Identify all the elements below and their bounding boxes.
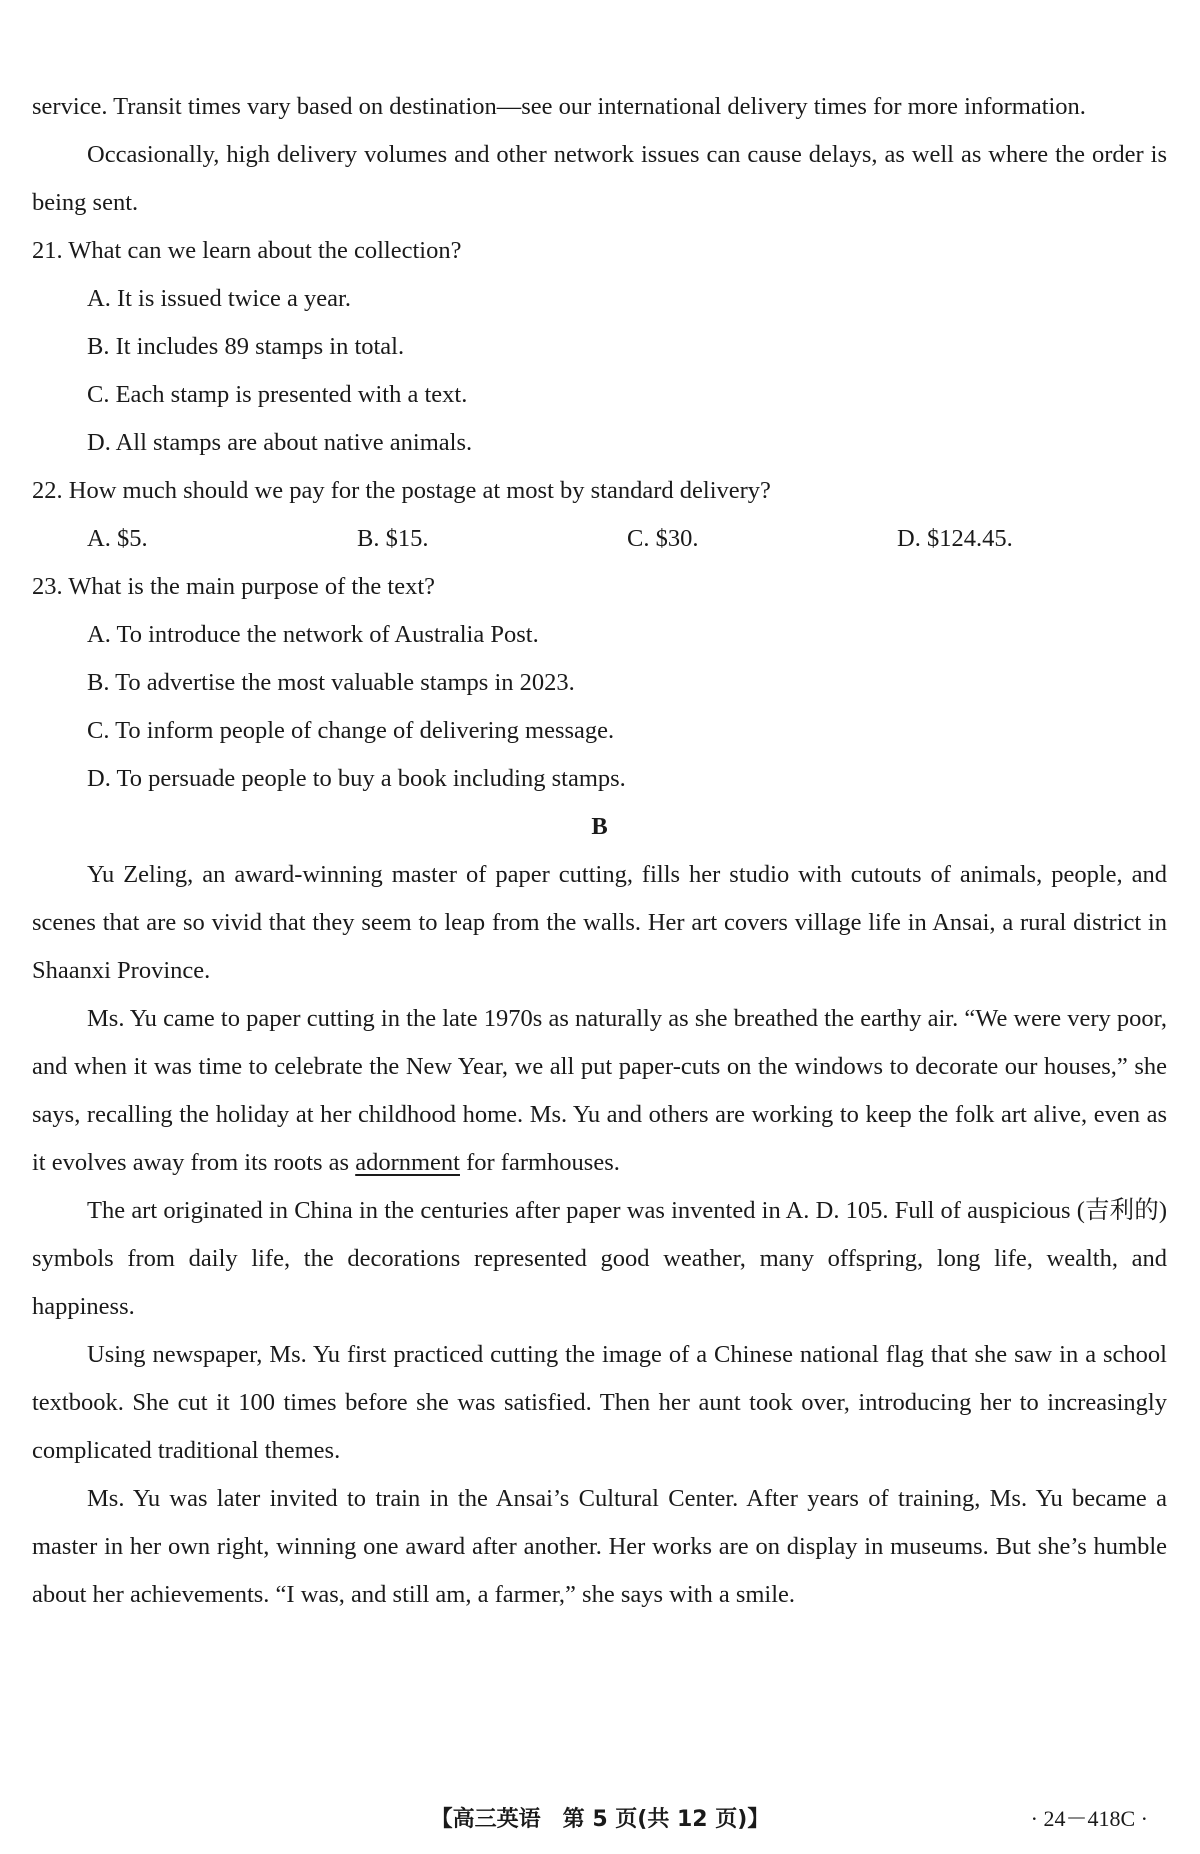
paragraph-1: Yu Zeling, an award-winning master of paper cutting, fills her studio with cutouts of animals, people, and scenes that are so vivid that they seem to leap from the walls. Her art covers village life in Ansai, a rural district in Shaanxi Province. — [32, 861, 1167, 984]
question-stem: 22. How much should we pay for the postage at most by standard delivery? — [32, 477, 771, 504]
question-stem: 23. What is the main purpose of the text? — [32, 573, 436, 600]
exam-code: · 24－418C · — [1030, 1806, 1148, 1831]
section-heading: B — [591, 813, 608, 840]
option-d[interactable]: D. $124.45. — [897, 525, 1013, 552]
options-row — [32, 515, 1167, 563]
paragraph-2-text: Ms. Yu came to paper cutting in the late 1970s as naturally as she breathed the earthy air. “We were very poor, and when it was time to celebrate the New Year, we all put paper-cuts on the windows to decorate our houses,” she says, recalling the holiday at her childhood home. Ms. Yu and others are working to keep the folk art alive, even as it evolves away from its roots as — [32, 1005, 1167, 1176]
question-stem: 21. What can we learn about the collection? — [32, 237, 462, 264]
option-b[interactable]: B. To advertise the most valuable stamps in 2023. — [87, 669, 575, 696]
page-footer — [0, 1802, 1200, 1842]
paragraph-2-end: for farmhouses. — [459, 1149, 620, 1176]
option-c[interactable]: C. To inform people of change of delivering message. — [87, 717, 615, 744]
question-23 — [32, 563, 1167, 803]
paragraph-3: The art originated in China in the centuries after paper was invented in A. D. 105. Full of auspicious (吉利的) symbols from daily life, the decorations represented good weather, many offspring, long life, wealth, and happiness. — [32, 1197, 1167, 1320]
delay-paragraph: Occasionally, high delivery volumes and other network issues can cause delays, as well as where the order is being sent. — [32, 141, 1167, 216]
paragraph-4: Using newspaper, Ms. Yu first practiced cutting the image of a Chinese national flag that she saw in a school textbook. She cut it 100 times before she was satisfied. Then her aunt took over, introducing her to increasingly complicated traditional themes. — [32, 1341, 1167, 1464]
option-a[interactable]: A. To introduce the network of Australia Post. — [87, 621, 539, 648]
question-21 — [32, 227, 1167, 467]
option-b[interactable]: B. It includes 89 stamps in total. — [87, 333, 405, 360]
option-d[interactable]: D. All stamps are about native animals. — [87, 429, 473, 456]
option-b[interactable]: B. $15. — [357, 525, 429, 552]
question-22 — [32, 467, 1167, 563]
option-c[interactable]: C. Each stamp is presented with a text. — [87, 381, 468, 408]
passage-text — [32, 83, 1167, 1619]
option-c[interactable]: C. $30. — [627, 525, 699, 552]
option-a[interactable]: A. It is issued twice a year. — [87, 285, 351, 312]
underlined-word: adornment — [355, 1149, 460, 1176]
paragraph-5: Ms. Yu was later invited to train in the Ansai’s Cultural Center. After years of training, Ms. Yu became a master in her own right, winning one award after another. Her works are on display in museums. But she’s humble about her achievements. “I was, and still am, a farmer,” she says with a smile. — [32, 1485, 1167, 1608]
option-d[interactable]: D. To persuade people to buy a book including stamps. — [87, 765, 626, 792]
page-number: 【高三英语 第 5 页(共 12 页)】 — [430, 1807, 770, 1832]
paragraph-2 — [32, 995, 1167, 1187]
option-a[interactable]: A. $5. — [87, 525, 148, 552]
continued-paragraph: service. Transit times vary based on destination—see our international delivery times for more information. — [32, 93, 1086, 120]
